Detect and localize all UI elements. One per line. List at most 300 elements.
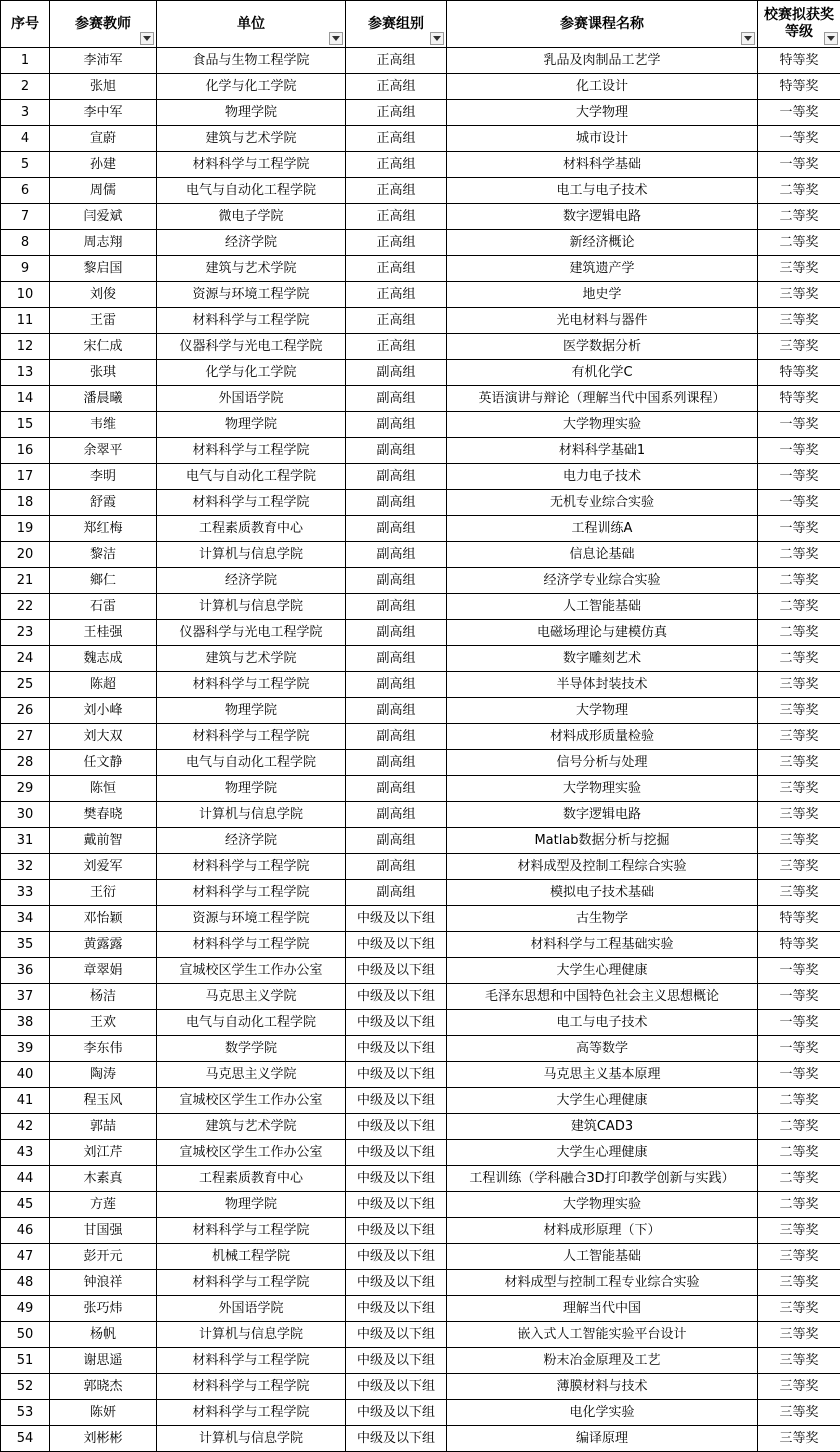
- table-row: [1, 1010, 840, 1036]
- cell-group: 中级及以下组: [346, 1218, 447, 1244]
- table-row: [1, 724, 840, 750]
- cell-course: 编译原理: [447, 1426, 758, 1452]
- cell-group: 副高组: [346, 594, 447, 620]
- cell-group: 中级及以下组: [346, 1010, 447, 1036]
- cell-index: 8: [1, 230, 50, 256]
- cell-group: 中级及以下组: [346, 1062, 447, 1088]
- cell-unit: 材料科学与工程学院: [157, 672, 346, 698]
- cell-group: 正高组: [346, 204, 447, 230]
- cell-teacher: 石雷: [50, 594, 157, 620]
- cell-award: 三等奖: [758, 1322, 840, 1348]
- cell-course: 材料科学与工程基础实验: [447, 932, 758, 958]
- cell-award: 二等奖: [758, 178, 840, 204]
- cell-unit: 数学学院: [157, 1036, 346, 1062]
- cell-award: 三等奖: [758, 698, 840, 724]
- cell-unit: 材料科学与工程学院: [157, 880, 346, 906]
- cell-award: 一等奖: [758, 984, 840, 1010]
- cell-index: 13: [1, 360, 50, 386]
- cell-award: 三等奖: [758, 1296, 840, 1322]
- cell-unit: 材料科学与工程学院: [157, 854, 346, 880]
- table-row: [1, 802, 840, 828]
- cell-group: 中级及以下组: [346, 1114, 447, 1140]
- table-row: [1, 620, 840, 646]
- table-row: [1, 828, 840, 854]
- cell-course: 电力电子技术: [447, 464, 758, 490]
- cell-teacher: 宋仁成: [50, 334, 157, 360]
- table-row: [1, 984, 840, 1010]
- cell-unit: 计算机与信息学院: [157, 1322, 346, 1348]
- dropdown-arrow-icon: [827, 36, 835, 41]
- dropdown-arrow-icon: [332, 36, 340, 41]
- cell-award: 三等奖: [758, 672, 840, 698]
- cell-teacher: 谢思遥: [50, 1348, 157, 1374]
- cell-course: 大学物理: [447, 698, 758, 724]
- cell-teacher: 任文静: [50, 750, 157, 776]
- cell-teacher: 刘俊: [50, 282, 157, 308]
- cell-unit: 机械工程学院: [157, 1244, 346, 1270]
- cell-group: 正高组: [346, 74, 447, 100]
- header-award-label: 校赛拟获奖等级: [764, 7, 834, 40]
- cell-unit: 经济学院: [157, 230, 346, 256]
- table-row: [1, 152, 840, 178]
- cell-award: 特等奖: [758, 906, 840, 932]
- cell-teacher: 章翠娟: [50, 958, 157, 984]
- cell-course: 毛泽东思想和中国特色社会主义思想概论: [447, 984, 758, 1010]
- cell-unit: 马克思主义学院: [157, 984, 346, 1010]
- table-row: [1, 74, 840, 100]
- table-row: [1, 204, 840, 230]
- table-row: [1, 1114, 840, 1140]
- cell-course: 材料成形原理（下）: [447, 1218, 758, 1244]
- table-row: [1, 854, 840, 880]
- cell-index: 39: [1, 1036, 50, 1062]
- cell-teacher: 闫爱斌: [50, 204, 157, 230]
- table-row: [1, 1140, 840, 1166]
- cell-index: 1: [1, 48, 50, 74]
- cell-index: 53: [1, 1400, 50, 1426]
- filter-course-button[interactable]: [741, 32, 755, 45]
- cell-award: 一等奖: [758, 1036, 840, 1062]
- cell-teacher: 周志翔: [50, 230, 157, 256]
- cell-course: 大学生心理健康: [447, 1140, 758, 1166]
- cell-unit: 物理学院: [157, 100, 346, 126]
- cell-course: 粉末冶金原理及工艺: [447, 1348, 758, 1374]
- cell-unit: 工程素质教育中心: [157, 1166, 346, 1192]
- cell-course: 英语演讲与辩论（理解当代中国系列课程）: [447, 386, 758, 412]
- cell-group: 正高组: [346, 100, 447, 126]
- cell-course: 材料成形质量检验: [447, 724, 758, 750]
- table-row: [1, 100, 840, 126]
- cell-teacher: 王欢: [50, 1010, 157, 1036]
- cell-teacher: 陶涛: [50, 1062, 157, 1088]
- cell-unit: 计算机与信息学院: [157, 1426, 346, 1452]
- cell-award: 二等奖: [758, 230, 840, 256]
- table-row: [1, 698, 840, 724]
- cell-award: 三等奖: [758, 750, 840, 776]
- cell-index: 46: [1, 1218, 50, 1244]
- cell-group: 副高组: [346, 568, 447, 594]
- cell-index: 29: [1, 776, 50, 802]
- cell-award: 特等奖: [758, 360, 840, 386]
- cell-unit: 外国语学院: [157, 1296, 346, 1322]
- cell-group: 中级及以下组: [346, 1088, 447, 1114]
- cell-course: 新经济概论: [447, 230, 758, 256]
- table-row: [1, 932, 840, 958]
- cell-teacher: 李沛军: [50, 48, 157, 74]
- cell-award: 三等奖: [758, 334, 840, 360]
- cell-teacher: 甘国强: [50, 1218, 157, 1244]
- cell-course: 信息论基础: [447, 542, 758, 568]
- cell-unit: 资源与环境工程学院: [157, 282, 346, 308]
- cell-index: 22: [1, 594, 50, 620]
- cell-index: 45: [1, 1192, 50, 1218]
- table-row: [1, 178, 840, 204]
- cell-teacher: 木素真: [50, 1166, 157, 1192]
- cell-index: 50: [1, 1322, 50, 1348]
- table-row: [1, 1426, 840, 1452]
- cell-award: 三等奖: [758, 854, 840, 880]
- cell-course: 大学物理实验: [447, 1192, 758, 1218]
- cell-index: 18: [1, 490, 50, 516]
- cell-group: 中级及以下组: [346, 1036, 447, 1062]
- cell-teacher: 刘江芹: [50, 1140, 157, 1166]
- cell-group: 中级及以下组: [346, 1140, 447, 1166]
- cell-group: 中级及以下组: [346, 1322, 447, 1348]
- header-teacher-label: 参赛教师: [75, 15, 131, 32]
- cell-index: 14: [1, 386, 50, 412]
- cell-course: 光电材料与器件: [447, 308, 758, 334]
- cell-group: 副高组: [346, 412, 447, 438]
- cell-teacher: 刘爱军: [50, 854, 157, 880]
- table-row: [1, 1322, 840, 1348]
- cell-group: 副高组: [346, 542, 447, 568]
- cell-unit: 微电子学院: [157, 204, 346, 230]
- header-index: [1, 1, 50, 48]
- cell-teacher: 陈妍: [50, 1400, 157, 1426]
- cell-course: 大学生心理健康: [447, 1088, 758, 1114]
- cell-teacher: 张旭: [50, 74, 157, 100]
- table-row: [1, 906, 840, 932]
- table-row: [1, 1088, 840, 1114]
- cell-unit: 物理学院: [157, 412, 346, 438]
- cell-teacher: 李中军: [50, 100, 157, 126]
- cell-course: 经济学专业综合实验: [447, 568, 758, 594]
- header-index-label: 序号: [11, 15, 39, 32]
- cell-unit: 食品与生物工程学院: [157, 48, 346, 74]
- cell-unit: 外国语学院: [157, 386, 346, 412]
- cell-group: 中级及以下组: [346, 1296, 447, 1322]
- cell-course: 高等数学: [447, 1036, 758, 1062]
- cell-group: 副高组: [346, 776, 447, 802]
- cell-group: 中级及以下组: [346, 906, 447, 932]
- cell-unit: 马克思主义学院: [157, 1062, 346, 1088]
- cell-index: 23: [1, 620, 50, 646]
- cell-teacher: 刘大双: [50, 724, 157, 750]
- cell-group: 副高组: [346, 724, 447, 750]
- cell-group: 中级及以下组: [346, 1374, 447, 1400]
- cell-unit: 资源与环境工程学院: [157, 906, 346, 932]
- cell-teacher: 舒霞: [50, 490, 157, 516]
- cell-index: 25: [1, 672, 50, 698]
- cell-index: 12: [1, 334, 50, 360]
- cell-group: 中级及以下组: [346, 1400, 447, 1426]
- cell-course: 大学物理实验: [447, 776, 758, 802]
- filter-group-button[interactable]: [430, 32, 444, 45]
- table-row: [1, 412, 840, 438]
- cell-group: 副高组: [346, 802, 447, 828]
- table-row: [1, 880, 840, 906]
- cell-group: 副高组: [346, 646, 447, 672]
- table-row: [1, 672, 840, 698]
- cell-group: 中级及以下组: [346, 1244, 447, 1270]
- cell-teacher: 黎启国: [50, 256, 157, 282]
- cell-group: 中级及以下组: [346, 1192, 447, 1218]
- cell-index: 54: [1, 1426, 50, 1452]
- filter-award-button[interactable]: [824, 32, 838, 45]
- cell-unit: 物理学院: [157, 1192, 346, 1218]
- cell-award: 三等奖: [758, 1400, 840, 1426]
- cell-group: 中级及以下组: [346, 1166, 447, 1192]
- cell-unit: 仪器科学与光电工程学院: [157, 620, 346, 646]
- cell-award: 特等奖: [758, 932, 840, 958]
- cell-index: 11: [1, 308, 50, 334]
- cell-unit: 材料科学与工程学院: [157, 724, 346, 750]
- cell-course: 电化学实验: [447, 1400, 758, 1426]
- header-course: [447, 1, 758, 48]
- cell-award: 三等奖: [758, 1270, 840, 1296]
- cell-teacher: 潘晨曦: [50, 386, 157, 412]
- cell-teacher: 杨帆: [50, 1322, 157, 1348]
- cell-award: 一等奖: [758, 438, 840, 464]
- header-group-label: 参赛组别: [368, 15, 424, 32]
- cell-course: 乳品及肉制品工艺学: [447, 48, 758, 74]
- cell-course: 嵌入式人工智能实验平台设计: [447, 1322, 758, 1348]
- cell-index: 9: [1, 256, 50, 282]
- cell-teacher: 王衍: [50, 880, 157, 906]
- cell-award: 三等奖: [758, 256, 840, 282]
- cell-award: 一等奖: [758, 516, 840, 542]
- cell-group: 正高组: [346, 178, 447, 204]
- cell-group: 正高组: [346, 308, 447, 334]
- cell-unit: 化学与化工学院: [157, 74, 346, 100]
- cell-index: 2: [1, 74, 50, 100]
- cell-group: 副高组: [346, 516, 447, 542]
- cell-group: 中级及以下组: [346, 932, 447, 958]
- cell-teacher: 杨洁: [50, 984, 157, 1010]
- cell-index: 38: [1, 1010, 50, 1036]
- cell-unit: 建筑与艺术学院: [157, 256, 346, 282]
- cell-course: 城市设计: [447, 126, 758, 152]
- table-body: [1, 48, 840, 1452]
- cell-teacher: 刘彬彬: [50, 1426, 157, 1452]
- cell-index: 37: [1, 984, 50, 1010]
- table-row: [1, 568, 840, 594]
- cell-teacher: 李东伟: [50, 1036, 157, 1062]
- table-row: [1, 464, 840, 490]
- cell-group: 副高组: [346, 386, 447, 412]
- table-row: [1, 1374, 840, 1400]
- cell-course: 工程训练（学科融合3D打印教学创新与实践）: [447, 1166, 758, 1192]
- cell-group: 正高组: [346, 152, 447, 178]
- table-row: [1, 256, 840, 282]
- cell-group: 正高组: [346, 48, 447, 74]
- header-row: [1, 1, 840, 48]
- cell-unit: 计算机与信息学院: [157, 594, 346, 620]
- cell-unit: 材料科学与工程学院: [157, 438, 346, 464]
- cell-unit: 电气与自动化工程学院: [157, 464, 346, 490]
- cell-award: 三等奖: [758, 1426, 840, 1452]
- table-row: [1, 230, 840, 256]
- table-row: [1, 1244, 840, 1270]
- cell-teacher: 郭喆: [50, 1114, 157, 1140]
- header-award: [758, 1, 840, 48]
- cell-course: 材料科学基础1: [447, 438, 758, 464]
- cell-group: 副高组: [346, 438, 447, 464]
- cell-group: 正高组: [346, 126, 447, 152]
- cell-unit: 计算机与信息学院: [157, 802, 346, 828]
- table-row: [1, 1348, 840, 1374]
- cell-index: 28: [1, 750, 50, 776]
- dropdown-arrow-icon: [744, 36, 752, 41]
- cell-index: 31: [1, 828, 50, 854]
- cell-teacher: 周儒: [50, 178, 157, 204]
- cell-course: 薄膜材料与技术: [447, 1374, 758, 1400]
- cell-award: 三等奖: [758, 724, 840, 750]
- cell-award: 一等奖: [758, 100, 840, 126]
- table-row: [1, 386, 840, 412]
- cell-course: 材料成型与控制工程专业综合实验: [447, 1270, 758, 1296]
- cell-award: 二等奖: [758, 594, 840, 620]
- cell-course: 模拟电子技术基础: [447, 880, 758, 906]
- cell-course: 古生物学: [447, 906, 758, 932]
- cell-unit: 仪器科学与光电工程学院: [157, 334, 346, 360]
- table-row: [1, 750, 840, 776]
- cell-course: 数字逻辑电路: [447, 204, 758, 230]
- cell-award: 二等奖: [758, 204, 840, 230]
- cell-index: 34: [1, 906, 50, 932]
- cell-award: 一等奖: [758, 1010, 840, 1036]
- cell-index: 15: [1, 412, 50, 438]
- cell-unit: 宣城校区学生工作办公室: [157, 958, 346, 984]
- cell-award: 一等奖: [758, 464, 840, 490]
- cell-index: 19: [1, 516, 50, 542]
- cell-unit: 材料科学与工程学院: [157, 1400, 346, 1426]
- cell-award: 二等奖: [758, 1114, 840, 1140]
- cell-award: 特等奖: [758, 48, 840, 74]
- cell-award: 一等奖: [758, 1062, 840, 1088]
- cell-unit: 宣城校区学生工作办公室: [157, 1140, 346, 1166]
- cell-group: 中级及以下组: [346, 984, 447, 1010]
- cell-teacher: 韦维: [50, 412, 157, 438]
- cell-index: 47: [1, 1244, 50, 1270]
- cell-award: 三等奖: [758, 828, 840, 854]
- table-row: [1, 48, 840, 74]
- cell-unit: 材料科学与工程学院: [157, 308, 346, 334]
- cell-teacher: 陈超: [50, 672, 157, 698]
- cell-unit: 建筑与艺术学院: [157, 126, 346, 152]
- cell-unit: 工程素质教育中心: [157, 516, 346, 542]
- filter-unit-button[interactable]: [329, 32, 343, 45]
- cell-unit: 经济学院: [157, 568, 346, 594]
- cell-teacher: 鄉仁: [50, 568, 157, 594]
- cell-unit: 材料科学与工程学院: [157, 490, 346, 516]
- table-row: [1, 516, 840, 542]
- table-row: [1, 282, 840, 308]
- cell-award: 二等奖: [758, 542, 840, 568]
- cell-award: 二等奖: [758, 1088, 840, 1114]
- cell-unit: 建筑与艺术学院: [157, 1114, 346, 1140]
- cell-index: 41: [1, 1088, 50, 1114]
- cell-index: 16: [1, 438, 50, 464]
- cell-course: 材料成型及控制工程综合实验: [447, 854, 758, 880]
- table-row: [1, 1036, 840, 1062]
- cell-teacher: 程玉风: [50, 1088, 157, 1114]
- cell-unit: 化学与化工学院: [157, 360, 346, 386]
- cell-award: 一等奖: [758, 490, 840, 516]
- table-row: [1, 1218, 840, 1244]
- cell-group: 中级及以下组: [346, 1270, 447, 1296]
- cell-index: 6: [1, 178, 50, 204]
- cell-group: 副高组: [346, 490, 447, 516]
- cell-teacher: 邓怡颖: [50, 906, 157, 932]
- cell-teacher: 宣蔚: [50, 126, 157, 152]
- cell-course: 材料科学基础: [447, 152, 758, 178]
- cell-index: 27: [1, 724, 50, 750]
- cell-teacher: 魏志成: [50, 646, 157, 672]
- cell-course: Matlab数据分析与挖掘: [447, 828, 758, 854]
- cell-course: 人工智能基础: [447, 594, 758, 620]
- cell-unit: 电气与自动化工程学院: [157, 1010, 346, 1036]
- cell-course: 电工与电子技术: [447, 1010, 758, 1036]
- cell-index: 10: [1, 282, 50, 308]
- cell-award: 二等奖: [758, 646, 840, 672]
- cell-group: 中级及以下组: [346, 958, 447, 984]
- cell-index: 51: [1, 1348, 50, 1374]
- cell-group: 副高组: [346, 360, 447, 386]
- cell-award: 三等奖: [758, 1374, 840, 1400]
- table-row: [1, 308, 840, 334]
- cell-award: 一等奖: [758, 152, 840, 178]
- cell-award: 三等奖: [758, 1244, 840, 1270]
- cell-unit: 物理学院: [157, 776, 346, 802]
- cell-award: 一等奖: [758, 126, 840, 152]
- cell-course: 理解当代中国: [447, 1296, 758, 1322]
- table-row: [1, 490, 840, 516]
- cell-unit: 材料科学与工程学院: [157, 1218, 346, 1244]
- cell-teacher: 钟浪祥: [50, 1270, 157, 1296]
- cell-unit: 材料科学与工程学院: [157, 932, 346, 958]
- cell-course: 建筑CAD3: [447, 1114, 758, 1140]
- cell-index: 4: [1, 126, 50, 152]
- cell-award: 一等奖: [758, 958, 840, 984]
- cell-group: 正高组: [346, 282, 447, 308]
- cell-teacher: 孙建: [50, 152, 157, 178]
- cell-unit: 电气与自动化工程学院: [157, 178, 346, 204]
- table-row: [1, 958, 840, 984]
- cell-award: 二等奖: [758, 568, 840, 594]
- cell-teacher: 黄露露: [50, 932, 157, 958]
- cell-course: 电磁场理论与建模仿真: [447, 620, 758, 646]
- cell-course: 无机专业综合实验: [447, 490, 758, 516]
- cell-unit: 材料科学与工程学院: [157, 1348, 346, 1374]
- cell-unit: 宣城校区学生工作办公室: [157, 1088, 346, 1114]
- dropdown-arrow-icon: [433, 36, 441, 41]
- cell-unit: 材料科学与工程学院: [157, 1374, 346, 1400]
- cell-award: 三等奖: [758, 308, 840, 334]
- cell-course: 地史学: [447, 282, 758, 308]
- cell-index: 44: [1, 1166, 50, 1192]
- filter-teacher-button[interactable]: [140, 32, 154, 45]
